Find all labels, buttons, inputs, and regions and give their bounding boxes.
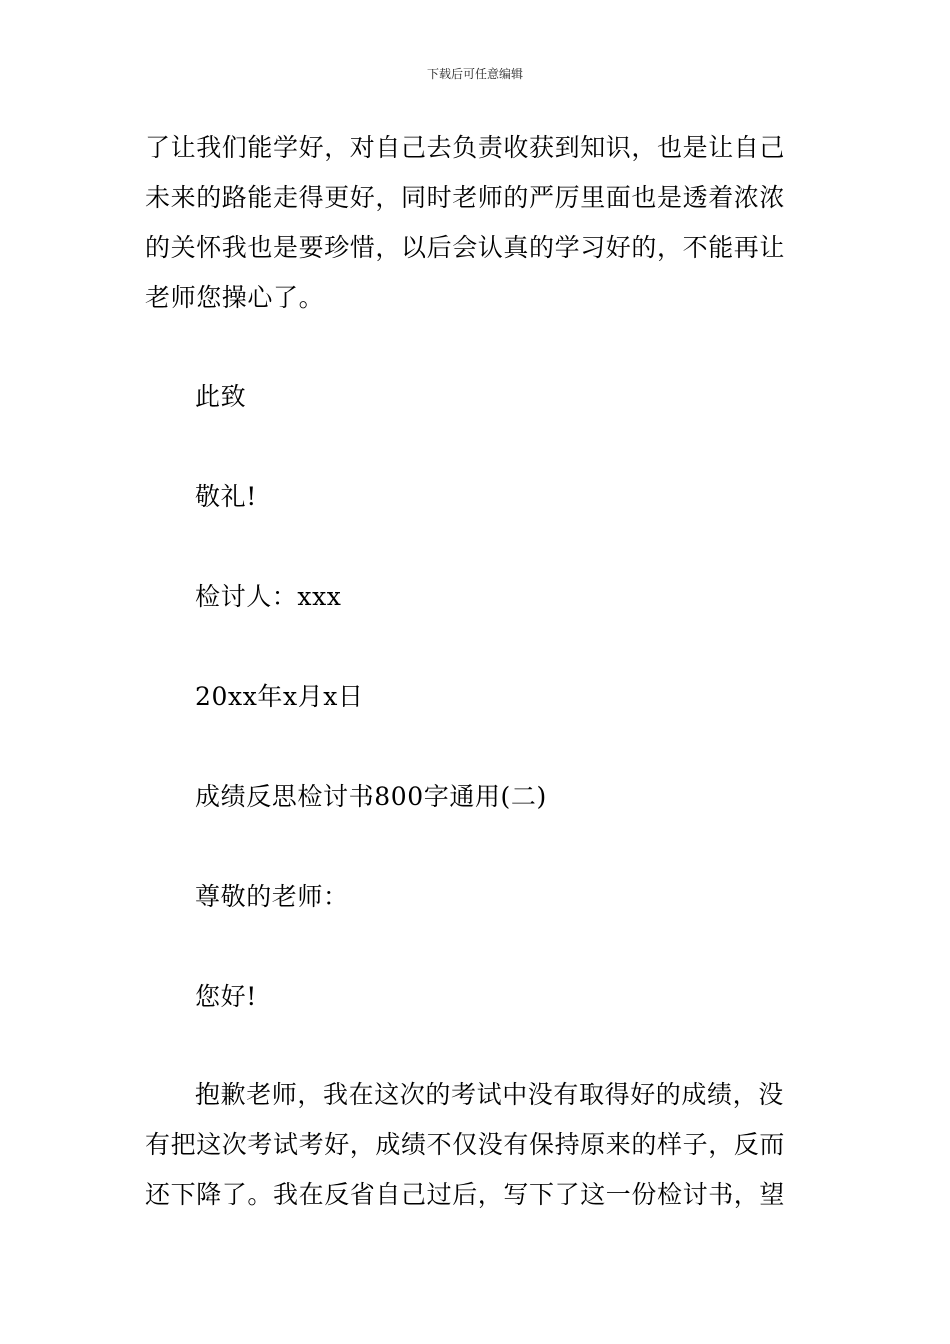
paragraph-line: 抱歉老师，我在这次的考试中没有取得好的成绩，没 [195, 1080, 784, 1109]
header-note: 下载后可任意编辑 [426, 67, 523, 81]
paragraph-line: 还下降了。我在反省自己过后，写下了这一份检讨书，望 [145, 1180, 786, 1209]
paragraph-line: 未来的路能走得更好，同时老师的严厉里面也是透着浓浓 [145, 183, 786, 212]
salutation-line: 尊敬的老师： [195, 882, 349, 911]
paragraph-line: 了让我们能学好，对自己去负责收获到知识，也是让自己 [145, 133, 786, 162]
paragraph-line: 有把这次考试考好，成绩不仅没有保持原来的样子，反而 [145, 1130, 786, 1159]
paragraph-line: 老师您操心了。 [145, 283, 325, 312]
paragraph-line: 的关怀我也是要珍惜，以后会认真的学习好的，不能再让 [145, 233, 786, 262]
greeting-line: 您好! [195, 982, 257, 1011]
closing-line-1: 此致 [195, 382, 247, 411]
closing-line-2: 敬礼! [195, 482, 257, 511]
signer-line: 检讨人：xxx [195, 582, 342, 611]
section-title: 成绩反思检讨书800字通用(二) [195, 782, 547, 811]
date-line: 20xx年x月x日 [195, 682, 364, 711]
